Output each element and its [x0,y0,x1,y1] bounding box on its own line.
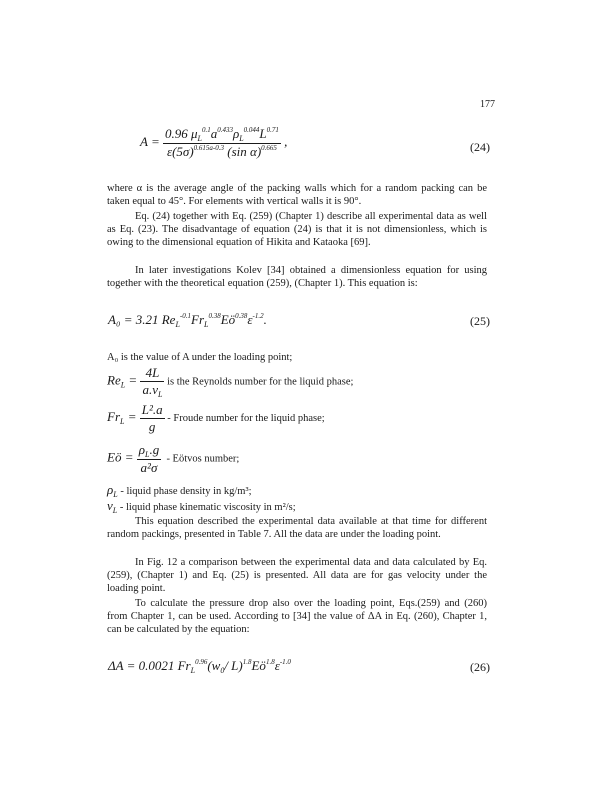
eq26-label: (26) [470,660,490,674]
eq24-fraction: $\frac{0.96 \mu_L^{0.1}a^{0.433}\rho_L^{0.044}L^{0.71}}{\varepsilon(5\sigma)^{0.615a-0.3} (\sin \alpha)^{0.665}}$ [164,126,279,159]
equation-25: A₀ = 3.21 $Re_L^{-0.1}Fr_L^{0.38}Eö^{0.38}\varepsilon^{-1.2}$. [108,312,267,329]
paragraph-2: Eq. (24) together with Eq. (259) (Chapter 1) describe all experimental data as well as Eq. (23). The disadvantage of equation (24) is that it is not dimensionless, which is owing to the dimensional equation of Hikita and Kataoka [69]. [107,211,487,249]
eq24-lhs: A = [140,133,160,149]
def-froude: $Fr_L$ = $\frac{\text{L².a}}{g}$ - Froude number for the liquid phase; [107,402,325,434]
eq24-label: (24) [470,140,490,154]
def-density: $\rho_L$ - liquid phase density in kg/m³; [107,482,252,499]
paragraph-4: This equation described the experimental data available at that time for different random packings, presented in Table 7. All the data are under the loading point. [107,516,487,541]
def-eotvos: Eö = $\frac{\rho_L.g}{\text{a²σ}}$ - Eötvos number; [107,442,240,475]
page-number: 177 [480,99,495,110]
paragraph-3: In later investigations Kolev [34] obtained a dimensionless equation for using together with the theoretical equation (259), (Chapter 1). This equation is: [107,265,487,290]
eq25-label: (25) [470,314,490,328]
def-a0: A₀ is the value of A under the loading point; [107,352,293,363]
def-viscosity: $\nu_L$ - liquid phase kinematic viscosity in m²/s; [107,498,296,515]
paragraph-5: In Fig. 12 a comparison between the experimental data and data calculated by Eq. (259), (Chapter 1) and Eq. (25) is presented. All data are for gas velocity under the loading point. [107,557,487,595]
equation-26: ΔA = 0.0021 $Fr_L^{0.96}(w_0/$ $L)^{1.8}Eö^{1.8}\varepsilon^{-1.0}$ [108,658,291,675]
paragraph-6: To calculate the pressure drop also over the loading point, Eqs.(259) and (260) from Chapter 1, can be used. According to [34] the value of ΔA in Eq. (260), Chapter 1, can be calculated by the equation: [107,598,487,636]
paragraph-1: where α is the average angle of the packing walls which for a random packing can be taken equal to 45°. For elements with vertical walls it is 90°. [107,183,487,208]
equation-24: A = $\frac{0.96 \mu_L^{0.1}a^{0.433}\rho_L^{0.044}L^{0.71}}{\varepsilon(5\sigma)^{0.615a-0.3} (\sin \alpha)^{0.665}}$ , [140,126,288,159]
def-reynolds: $Re_L$ = $\frac{4L}{a.\nu_L}$ is the Reynolds number for the liquid phase; [107,365,354,399]
